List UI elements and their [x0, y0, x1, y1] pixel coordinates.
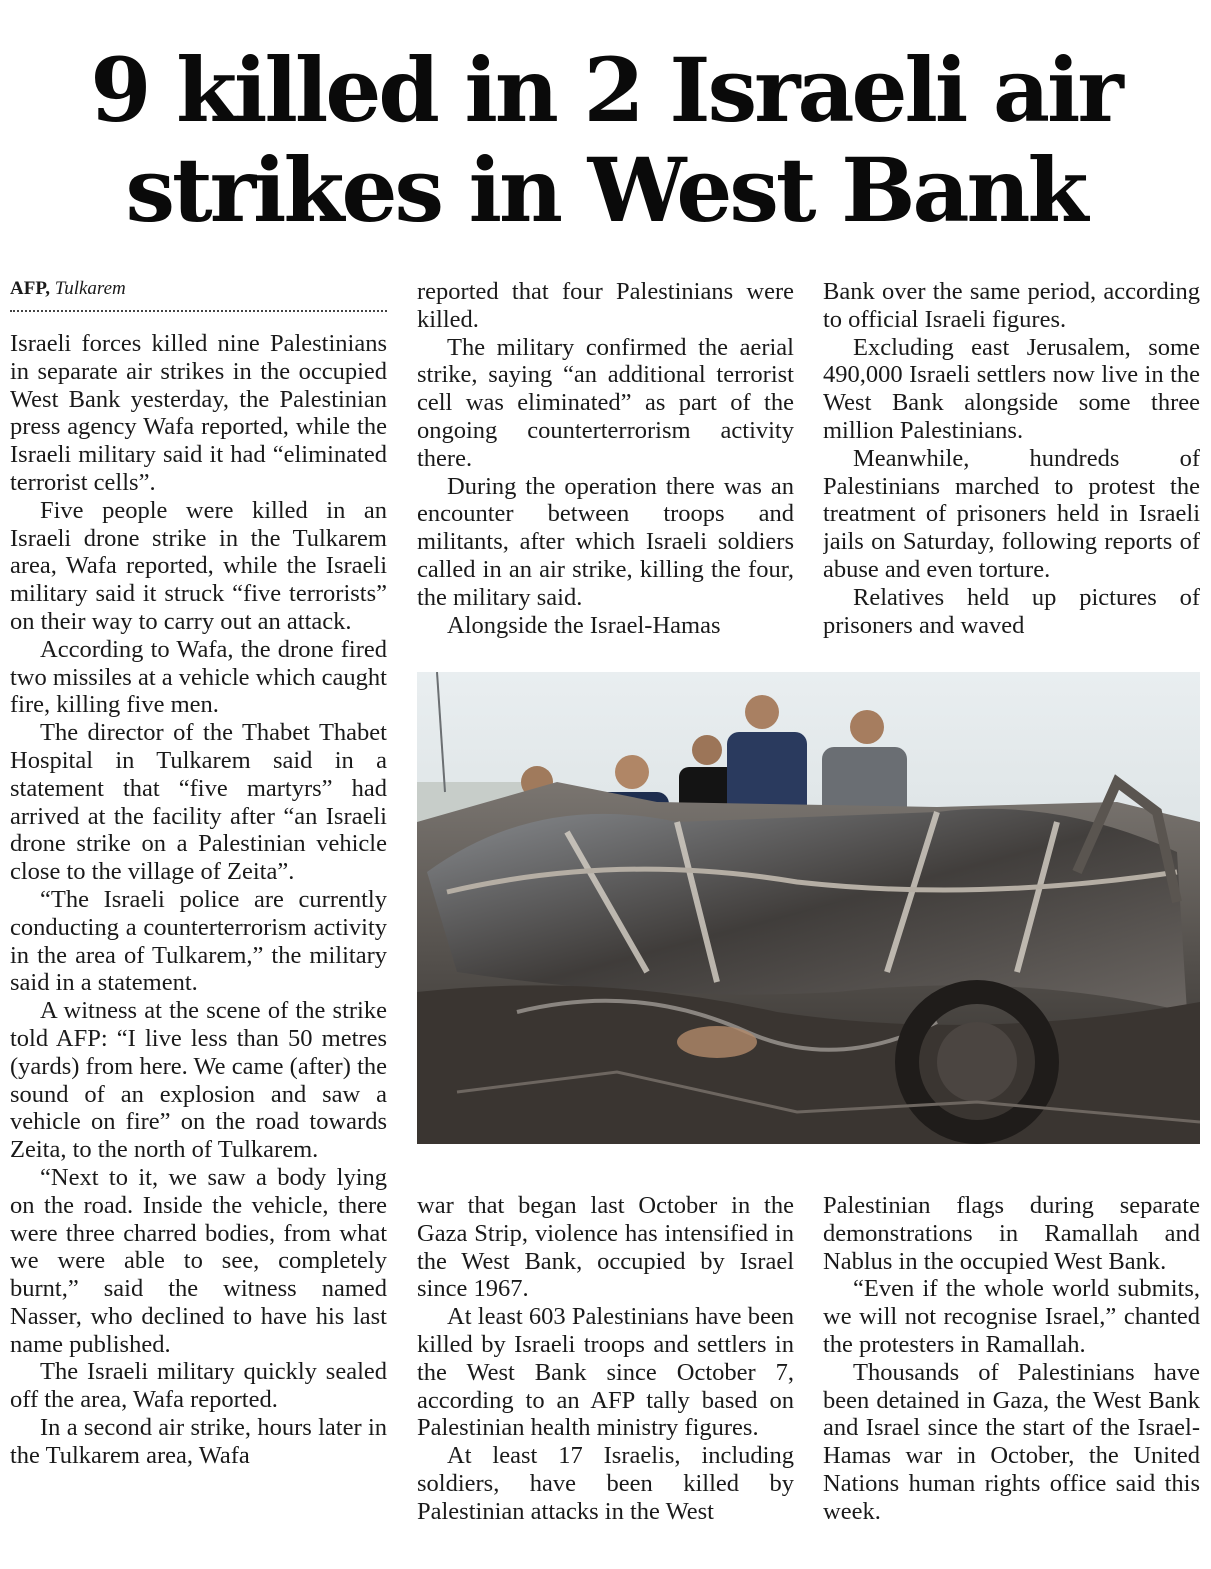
article-column-1 — [10, 276, 387, 1556]
article-column-3-bottom — [823, 1192, 1200, 1557]
byline-agency: AFP, — [10, 278, 50, 299]
paragraph: The director of the Thabet Thabet Hospital in Tulkarem said in a statement that “five martyrs” had arrived at the facility after “an Israeli drone strike on a Palestinian vehicle close to the village of Zeita”. — [10, 719, 387, 886]
paragraph: “Next to it, we saw a body lying on the road. Inside the vehicle, there were three charred bodies, from what we were able to see, completely burnt,” said the witness named Nasser, who declined to have his last name published. — [10, 1163, 387, 1358]
paragraph: According to Wafa, the drone fired two missiles at a vehicle which caught fire, killing five men. — [10, 635, 387, 719]
paragraph: During the operation there was an encounter between troops and militants, after which Israeli soldiers called in an air strike, killing the four, the military said. — [417, 472, 794, 611]
paragraph: A witness at the scene of the strike told AFP: “I live less than 50 metres (yards) from here. We came (after) the sound of an explosion and saw a vehicle on fire” on the road towards Zeita, to the north of Tulkarem. — [10, 997, 387, 1164]
paragraph: The military confirmed the aerial strike, saying “an additional terrorist cell was eliminated” as part of the ongoing counterterrorism activity there. — [417, 333, 794, 472]
paragraph: Alongside the Israel-Hamas — [447, 611, 721, 639]
byline — [10, 276, 387, 312]
paragraph: “The Israeli police are currently conducting a counterterrorism activity in the area of Tulkarem,” the military said in a statement. — [10, 885, 387, 997]
headline-line-1: 9 killed in 2 Israeli air — [90, 38, 1121, 142]
paragraph: Palestinian flags during separate demonstrations in Ramallah and Nablus in the occupied West Bank. — [823, 1192, 1200, 1275]
news-photo — [417, 672, 1200, 1144]
burnt-car-photo — [417, 672, 1200, 1144]
paragraph: “Even if the whole world submits, we will not recognise Israel,” chanted the protesters in Ramallah. — [823, 1275, 1200, 1358]
headline-line-2: strikes in West Bank — [125, 138, 1086, 242]
burnt-car — [417, 782, 1200, 1144]
paragraph: In a second air strike, hours later in the Tulkarem area, Wafa — [10, 1414, 387, 1469]
paragraph: At least 603 Palestinians have been killed by Israeli troops and settlers in the West Bank since October 7, according to an AFP tally based on Palestinian health ministry figures. — [417, 1303, 794, 1442]
paragraph: Relatives held up pictures of prisoners and waved — [823, 583, 1200, 639]
article-column-2-top — [417, 278, 794, 640]
paragraph: Israeli forces killed nine Palestinians in separate air strikes in the occupied West Bank yesterday, the Palestinian press agency Wafa reported, while the Israeli military said it had “eliminated terrorist cells”. — [10, 330, 387, 496]
byline-location: Tulkarem — [54, 278, 126, 299]
paragraph: Meanwhile, hundreds of Palestinians marched to protest the treatment of prisoners held in Israeli jails on Saturday, following reports of abuse and even torture. — [823, 444, 1200, 583]
paragraph: At least 17 Israelis, including soldiers, have been killed by Palestinian attacks in the West — [417, 1442, 794, 1525]
article-column-3-top — [823, 278, 1200, 640]
article-column-2-bottom — [417, 1192, 794, 1557]
paragraph: Excluding east Jerusalem, some 490,000 Israeli settlers now live in the West Bank alongside some three million Palestinians. — [823, 333, 1200, 444]
paragraph: Five people were killed in an Israeli drone strike in the Tulkarem area, Wafa reported, while the Israeli military said it struck “five terrorists” on their way to carry out an attack. — [10, 496, 387, 635]
paragraph: war that began last October in the Gaza Strip, violence has intensified in the West Bank, occupied by Israel since 1967. — [417, 1192, 794, 1303]
headline — [0, 40, 1211, 240]
paragraph: Bank over the same period, according to official Israeli figures. — [823, 278, 1200, 333]
paragraph: The Israeli military quickly sealed off the area, Wafa reported. — [10, 1358, 387, 1414]
paragraph: reported that four Palestinians were killed. — [417, 278, 794, 333]
paragraph: Thousands of Palestinians have been detained in Gaza, the West Bank and Israel since the start of the Israel-Hamas war in October, the United Nations human rights office said this week. — [823, 1358, 1200, 1525]
